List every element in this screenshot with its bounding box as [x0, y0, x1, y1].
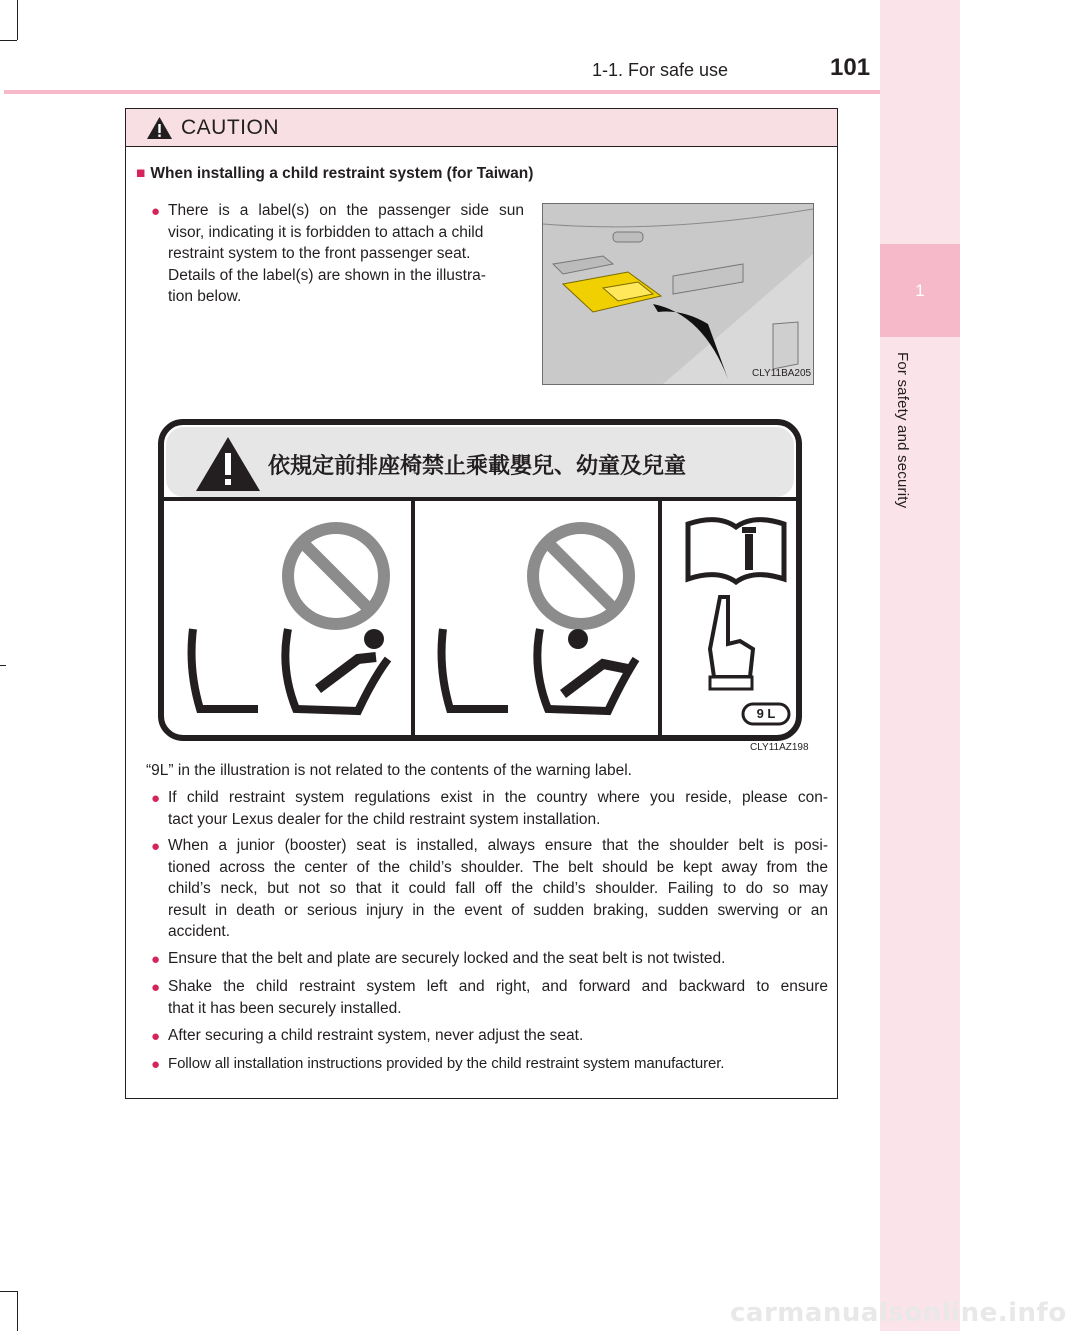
figure2-code: CLY11AZ198: [750, 742, 809, 753]
caution-subheading: ■ When installing a child restraint system (for Taiwan): [136, 165, 534, 182]
caution-title: CAUTION: [181, 115, 279, 139]
bullet-item: When a junior (booster) seat is installed, always ensure that the shoulder belt is posi- tioned across the center of the child’s shoulder. The belt should be kept away from the child’s neck, but not so that it could fall off the child’s shoulder. Failing to do so may result in death or serious injury in the event of sudden braking, sudden swerving or an accident.: [168, 837, 828, 941]
warning-label-code: 9 L: [756, 706, 776, 721]
sun-visor-drawing: [543, 204, 813, 384]
bullet-item: Ensure that the belt and plate are securely locked and the seat belt is not twisted.: [168, 950, 726, 967]
chapter-side-tab: [880, 0, 960, 1331]
chapter-title: For safety and security: [894, 352, 911, 509]
section-title: 1-1. For safe use: [592, 60, 729, 80]
bullet-icon: ●: [151, 1028, 161, 1045]
bullet-icon: ●: [151, 951, 161, 968]
sun-visor-illustration: [542, 203, 814, 385]
figure1-code: CLY11BA205: [752, 368, 812, 379]
warning-label-illustration: [158, 419, 802, 741]
crop-mark: [0, 1291, 17, 1292]
square-bullet-icon: ■: [136, 165, 146, 182]
label-note: There is a label(s) on the passenger side sun visor, indicating it is forbidden to attach a child restraint system to the front passenger seat. Details of the label(s) are shown in the illustra- tion below.: [168, 202, 524, 306]
crop-mark: [17, 0, 18, 40]
bullet-item: Follow all installation instructions provided by the child restraint system manufacturer.: [168, 1055, 725, 1072]
bullet-item: After securing a child restraint system, never adjust the seat.: [168, 1027, 584, 1044]
crop-mark: [0, 665, 6, 666]
note-9l: “9L” in the illustration is not related to the contents of the warning label.: [146, 762, 632, 779]
bullet-item: Shake the child restraint system left and right, and forward and backward to ensure that it has been securely installed.: [168, 978, 828, 1017]
crop-mark: [17, 1291, 18, 1331]
crop-mark: [0, 40, 17, 41]
bullet-icon: ●: [151, 979, 161, 996]
bullet-icon: ●: [151, 1056, 161, 1073]
page-number: 101: [830, 54, 871, 81]
header-rule: [4, 90, 880, 94]
bullet-icon: ●: [151, 790, 161, 807]
caution-header: [126, 109, 837, 147]
bullet-item: If child restraint system regulations exist in the country where you reside, please con- tact your Lexus dealer for the child restraint system installation.: [168, 789, 828, 828]
watermark: carmanualsonline.info: [730, 1298, 1067, 1328]
chapter-number-tab: [880, 244, 960, 337]
bullet-icon: ●: [151, 838, 161, 855]
warning-triangle-icon: [146, 116, 173, 140]
chapter-number: 1: [915, 280, 925, 300]
warning-label-text: 依規定前排座椅禁止乘載嬰兒、幼童及兒童: [268, 454, 687, 479]
bullet-icon: ●: [151, 203, 161, 220]
